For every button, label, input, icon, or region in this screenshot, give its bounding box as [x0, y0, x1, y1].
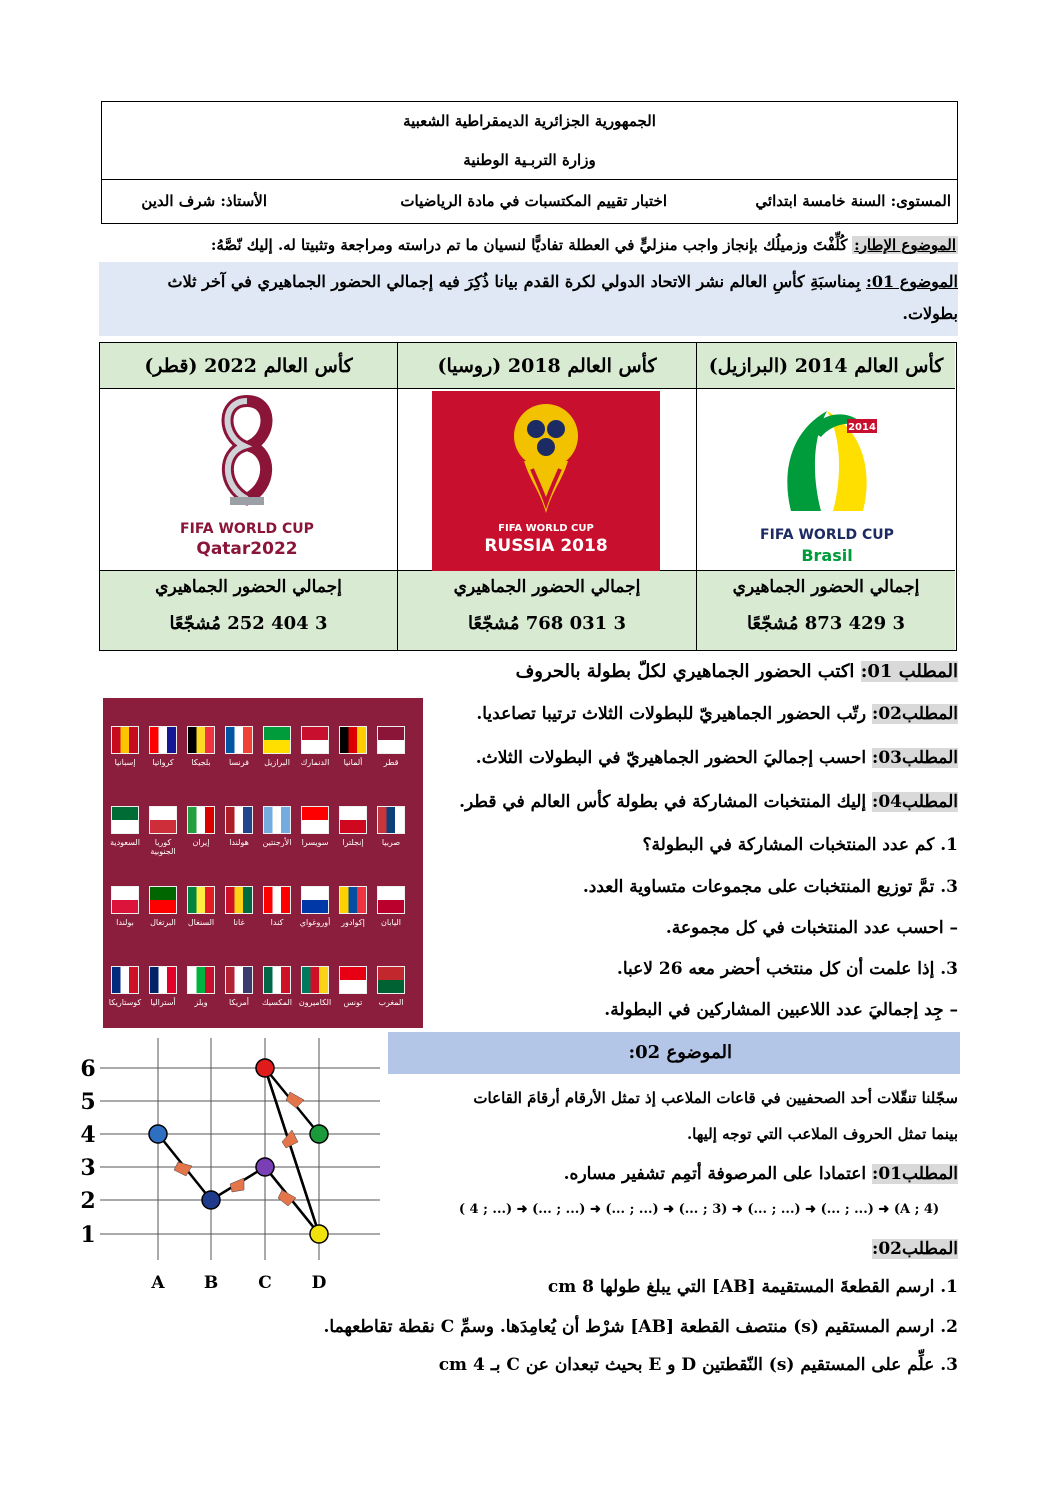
topic1-line2: بطولات. — [902, 304, 958, 323]
requirement-04 — [430, 786, 958, 818]
flag-name: اليابان — [380, 918, 402, 927]
flag-name: غانا — [233, 918, 245, 927]
flag-name: أمريكا — [228, 998, 249, 1007]
flag-name: فرنسا — [228, 758, 250, 767]
flag-name: ألمانيا — [343, 758, 363, 767]
cup-2022-attendance-cell — [100, 571, 397, 650]
cup-2022-attendance-label: إجمالي الحضور الجماهيري — [155, 577, 342, 597]
y-label-1: 1 — [80, 1222, 96, 1248]
question-1-num: 1. — [940, 835, 958, 855]
qatar-trophy-icon — [126, 391, 368, 511]
flag-name: بلجيكا — [191, 758, 211, 767]
topic2-item-1-num: 1. — [940, 1277, 958, 1297]
topic1-label: الموضوع 01: — [866, 272, 958, 291]
question-3-sub — [440, 995, 958, 1025]
flag-icon — [225, 726, 253, 754]
topic2-item-3-text: علِّم على المستقيم (s) النّقطتين D و E بحيث تبعدان عن C بـ 4 cm — [438, 1355, 935, 1375]
flag-name: المكسيك — [262, 998, 292, 1007]
frame-text: كُلِّفْتَ وزميلُك بإنجاز واجب منزليٍّ في العطلة تفاديًّا لنسيان ما تم دراسته ومراجعة وتثبيتا له. إليك نّصَّهُ: — [210, 236, 848, 254]
brasil-logo — [751, 391, 903, 569]
x-label-D: D — [311, 1273, 327, 1293]
topic2-item-2-num: 2. — [940, 1317, 958, 1337]
question-2-sub-text: احسب عدد المنتخبات في كل مجموعة. — [665, 918, 944, 938]
brasil-logo-year: 2014 — [848, 422, 876, 433]
russia-logo-line2: RUSSIA 2018 — [484, 536, 608, 556]
topic2-line2: بينما تمثل الحروف الملاعب التي توجه إليها. — [686, 1125, 958, 1143]
question-1 — [440, 830, 958, 860]
topic2-req1-label: المطلب01: — [872, 1164, 958, 1184]
flag-name: صربيا — [381, 838, 401, 847]
flag-name: الدنمارك — [300, 758, 330, 767]
flag-icon — [225, 886, 253, 914]
path-grid-diagram — [70, 1030, 390, 1300]
requirement-02-text: رتّب الحضور الجماهيريّ للبطولات الثلاث ترتيبا تصاعديا. — [476, 704, 867, 724]
cup-2022-column — [100, 343, 397, 650]
question-3-sub-text: جِد إجماليَ عدد اللاعبين المشاركين في البطولة. — [604, 1000, 944, 1020]
requirement-01-text: اكتب الحضور الجماهيري لكلّ بطولة بالحروف — [515, 661, 855, 682]
flag-name: الكاميرون — [298, 998, 332, 1007]
cup-2014-title: كأس العالم 2014 (البرازيل) — [697, 343, 955, 389]
cup-2018-attendance-cell — [398, 571, 696, 650]
level: المستوى: السنة خامسة ابتدائي — [755, 192, 951, 210]
flag-name: قطر — [383, 758, 399, 767]
topic2-item-2-text: ارسم المستقيم (s) منتصف القطعة [AB] شرْط أن يُعامِدَها. وسمِّ C نقطة تقاطعهما. — [323, 1317, 935, 1337]
y-label-3: 3 — [80, 1155, 96, 1181]
cup-2018-column — [397, 343, 696, 650]
topic2-text — [400, 1080, 958, 1152]
topic2-header: الموضوع 02: — [388, 1032, 960, 1074]
flag-name: إنجلترا — [342, 838, 364, 847]
requirement-03-text: احسب إجماليَ الحضور الجماهيريّ في البطولات الثلاث. — [475, 748, 867, 768]
cup-2018-title: كأس العالم 2018 (روسيا) — [398, 343, 696, 389]
cup-2022-title: كأس العالم 2022 (قطر) — [100, 343, 397, 389]
flag-icon — [111, 886, 139, 914]
x-axis-labels — [150, 1273, 326, 1293]
requirement-04-text: إليك المنتخبات المشاركة في بطولة كأس العالم في قطر. — [459, 792, 867, 812]
requirement-03-label: المطلب03: — [872, 748, 958, 768]
path-lines — [158, 1068, 319, 1234]
flag-icon — [187, 966, 215, 994]
requirement-03 — [430, 742, 958, 774]
flag-icon — [225, 806, 253, 834]
flag-name: سويسرا — [301, 838, 329, 847]
brasil-logo-line1: FIFA WORLD CUP — [760, 527, 894, 543]
russia-logo — [432, 391, 660, 571]
topic1-line1: بِمناسبَةِ كأسِ العالم نشر الاتحاد الدولي لكرة القدم بيانا ذُكِرَ فيه إجمالي الحضور الجماهيري في آخر ثلاث — [167, 272, 861, 291]
flag-icon — [187, 726, 215, 754]
flag-icon — [377, 886, 405, 914]
flag-name: ويلز — [194, 998, 208, 1007]
flag-icon — [187, 886, 215, 914]
requirement-02 — [430, 698, 958, 730]
flag-icon — [339, 806, 367, 834]
flag-icon — [263, 806, 291, 834]
flag-icon — [263, 966, 291, 994]
flag-icon — [111, 966, 139, 994]
point-D1 — [310, 1225, 328, 1243]
y-label-5: 5 — [80, 1089, 96, 1115]
flag-name: إكوادور — [341, 918, 365, 927]
question-2-sub — [440, 913, 958, 943]
topic2-req2 — [800, 1234, 958, 1264]
path-arrows — [174, 1092, 304, 1206]
flag-name: السنغال — [187, 918, 215, 927]
exam-info-row — [102, 180, 957, 223]
requirement-02-label: المطلب02: — [872, 704, 958, 724]
qatar-logo-line1: FIFA WORLD CUP — [180, 521, 314, 537]
point-D4 — [310, 1125, 328, 1143]
flag-icon — [111, 726, 139, 754]
flag-icon — [149, 886, 177, 914]
cup-2018-attendance: 3 031 768 مُشجّعًا — [467, 613, 626, 634]
arrow-icon — [282, 1130, 298, 1148]
question-2-num: 3. — [940, 877, 958, 897]
flag-name: إسبانيا — [114, 758, 136, 767]
flag-icon — [377, 966, 405, 994]
topic1-text — [110, 266, 958, 330]
flag-icon — [111, 806, 139, 834]
cup-2014-column — [696, 343, 955, 650]
flag-name: كرواتيا — [152, 758, 174, 767]
flag-name: بولندا — [116, 918, 134, 927]
republic-title: الجمهورية الجزائرية الديمقراطية الشعبية — [403, 112, 656, 130]
topic2-item-3-num: 3. — [940, 1355, 958, 1375]
topic2-item-1 — [320, 1272, 958, 1302]
topic2-item-3 — [320, 1350, 958, 1380]
flag-icon — [339, 966, 367, 994]
flag-name: تونس — [343, 998, 363, 1007]
worldcup-table — [99, 342, 957, 651]
requirement-04-label: المطلب04: — [872, 792, 958, 812]
question-3 — [440, 954, 958, 984]
flag-icon — [339, 726, 367, 754]
cup-2014-attendance: 3 429 873 مُشجّعًا — [746, 613, 905, 634]
teacher: الأستاذ: شرف الدين — [141, 192, 267, 210]
flag-name: البرازيل — [264, 758, 290, 767]
flag-name: أستراليا — [150, 998, 176, 1007]
y-label-2: 2 — [80, 1188, 96, 1214]
flag-icon — [377, 726, 405, 754]
question-3-num: 3. — [940, 959, 958, 979]
flag-name: الأرجنتين — [262, 838, 292, 847]
flag-name: كندا — [270, 918, 284, 927]
flag-icon — [187, 806, 215, 834]
flag-icon — [301, 886, 329, 914]
topic2-req1 — [440, 1158, 958, 1190]
topic2-item-1-text: ارسم القطعةَ المستقيمة [AB] التي يبلغ طولها 8 cm — [547, 1277, 935, 1297]
cup-2014-attendance-label: إجمالي الحضور الجماهيري — [732, 577, 920, 597]
point-B2 — [202, 1191, 220, 1209]
topic2-req1-text: اعتمادا على المرصوفة أتمِم تشفير مساره. — [563, 1164, 867, 1184]
flag-icon — [301, 806, 329, 834]
question-3-sub-num: – — [949, 1000, 958, 1020]
point-C3 — [256, 1158, 274, 1176]
arrow-icon — [286, 1092, 304, 1108]
question-2 — [440, 872, 958, 902]
cup-2022-logo-cell — [100, 389, 397, 571]
requirement-01-label: المطلب 01: — [860, 661, 958, 682]
ministry-title: وزارة التربـية الوطنية — [102, 140, 957, 180]
flag-name: البرتغال — [150, 918, 176, 927]
flag-icon — [263, 726, 291, 754]
flags-panel — [103, 698, 423, 1028]
qatar-logo — [126, 391, 368, 569]
qatar-logo-line2: Qatar2022 — [196, 539, 298, 559]
brasil-trophy-icon — [751, 391, 903, 521]
flag-name: إيران — [192, 838, 210, 847]
frame-topic — [140, 232, 958, 258]
point-C6 — [256, 1059, 274, 1077]
russia-trophy-icon — [432, 391, 660, 521]
exam-title: اختبار تقييم المكتسبات في مادة الرياضيات — [400, 192, 667, 210]
flag-icon — [377, 806, 405, 834]
arrow-icon — [230, 1178, 244, 1192]
flag-icon — [149, 726, 177, 754]
question-3-text: إذا علمت أن كل منتخب أحضر معه 26 لاعبا. — [616, 959, 935, 979]
question-2-sub-num: – — [949, 918, 958, 938]
y-label-4: 4 — [80, 1122, 96, 1148]
grid-lines — [100, 1038, 380, 1260]
flag-icon — [225, 966, 253, 994]
path-code: ( 4 ; ...) ➜ (... ; ...) ➜ (... ; ...) ➜ (... ; 3) ➜ (... ; ...) ➜ (... ; ...) ➜ (A ; 4) — [458, 1202, 940, 1217]
flag-icon — [263, 886, 291, 914]
flag-icon — [301, 726, 329, 754]
topic2-item-2 — [320, 1312, 958, 1342]
flag-name: هولندا — [229, 838, 249, 847]
flag-name: المغرب — [378, 998, 404, 1007]
frame-label: الموضوع الإطار: — [854, 236, 956, 254]
x-label-C: C — [258, 1273, 272, 1293]
flag-name: أوروغواي — [299, 918, 331, 927]
question-1-text: كم عدد المنتخبات المشاركة في البطولة؟ — [642, 835, 935, 855]
flag-icon — [149, 966, 177, 994]
requirement-01 — [440, 656, 958, 688]
topic2-line1: سجّلنا تنقّلات أحد الصحفيين في قاعات الملاعب إذ تمثل الأرقام أرقامَ القاعات — [473, 1089, 958, 1107]
cup-2014-logo-cell — [697, 389, 955, 571]
cup-2022-attendance: 3 404 252 مُشجّعًا — [169, 613, 328, 634]
cup-2018-logo-cell — [398, 389, 696, 571]
x-label-A: A — [151, 1273, 165, 1293]
cup-2018-attendance-label: إجمالي الحضور الجماهيري — [453, 577, 641, 597]
point-A4 — [149, 1125, 167, 1143]
flag-icon — [301, 966, 329, 994]
y-label-6: 6 — [80, 1056, 96, 1082]
flag-name: كوستاريكا — [108, 998, 142, 1007]
y-axis-labels — [80, 1056, 95, 1248]
russia-logo-line1: FIFA WORLD CUP — [498, 523, 594, 534]
flag-icon — [339, 886, 367, 914]
topic2-req2-label: المطلب02: — [872, 1239, 958, 1259]
x-label-B: B — [203, 1273, 219, 1293]
header-table — [101, 101, 958, 224]
question-2-text: تمَّ توزيع المنتخبات على مجموعات متساوية العدد. — [582, 877, 935, 897]
flag-name: السعودية — [110, 838, 140, 847]
flag-name: كوريا الجنوبية — [150, 838, 176, 856]
cup-2014-attendance-cell — [697, 571, 955, 650]
brasil-logo-line2: Brasil — [801, 546, 853, 565]
flag-icon — [149, 806, 177, 834]
